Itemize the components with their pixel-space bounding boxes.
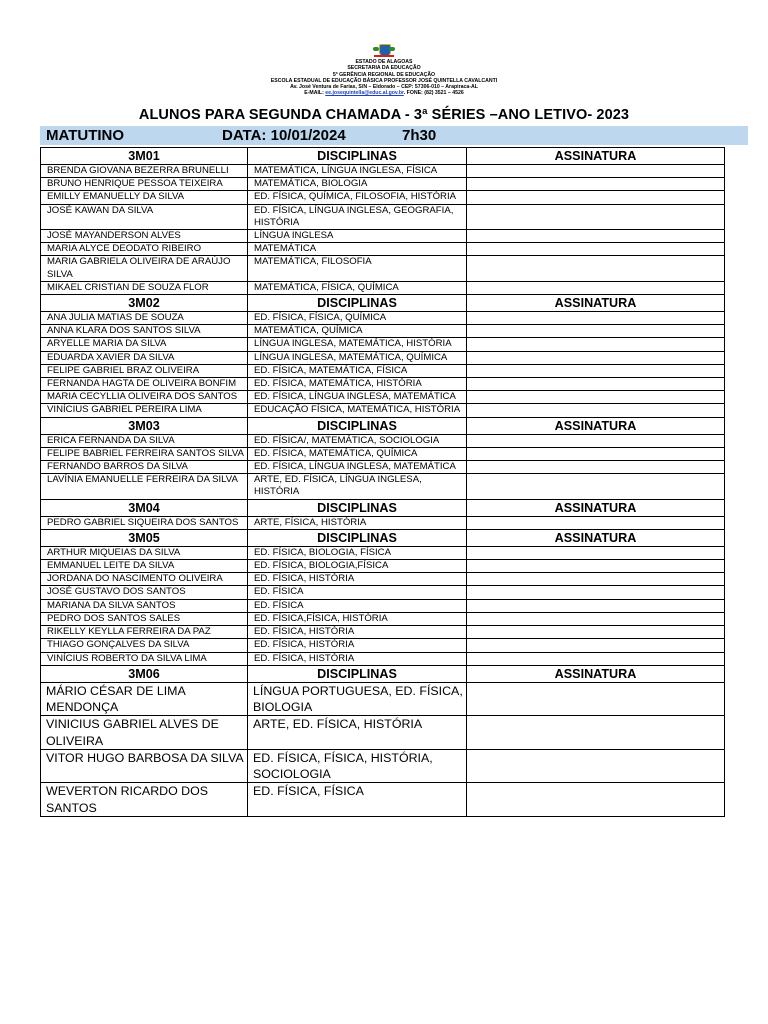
table-row xyxy=(41,626,725,639)
signature-cell[interactable] xyxy=(467,682,725,716)
table-row xyxy=(41,191,725,204)
student-name: THIAGO GONÇALVES DA SILVA xyxy=(41,639,248,652)
student-name: JOSÉ KAWAN DA SILVA xyxy=(41,204,248,229)
state-crest-icon xyxy=(373,42,395,57)
student-name: JOSÉ MAYANDERSON ALVES xyxy=(41,230,248,243)
table-row xyxy=(41,599,725,612)
letterhead-line: ESTADO DE ALAGOAS xyxy=(355,59,413,65)
student-subjects: ED. FÍSICA xyxy=(248,586,467,599)
table-row xyxy=(41,338,725,351)
student-subjects: ED. FÍSICA,FÍSICA, HISTÓRIA xyxy=(248,612,467,625)
class-header-row xyxy=(41,417,725,434)
student-name: FERNANDA HAGTA DE OLIVEIRA BONFIM xyxy=(41,378,248,391)
student-subjects: LÍNGUA INGLESA, MATEMÁTICA, QUÍMICA xyxy=(248,351,467,364)
phone-text: . FONE: (82) 3521 – 4526 xyxy=(403,90,464,97)
table-row xyxy=(41,404,725,417)
table-row xyxy=(41,586,725,599)
student-subjects: ED. FÍSICA, HISTÓRIA xyxy=(248,639,467,652)
session-time: 7h30 xyxy=(402,127,437,144)
student-subjects: ED. FÍSICA, HISTÓRIA xyxy=(248,626,467,639)
class-name: 3M01 xyxy=(41,148,248,165)
signature-cell[interactable] xyxy=(467,716,725,750)
student-name: LAVÍNIA EMANUELLE FERREIRA DA SILVA xyxy=(41,474,248,499)
student-name: MARIANA DA SILVA SANTOS xyxy=(41,599,248,612)
student-subjects: ARTE, ED. FÍSICA, HISTÓRIA xyxy=(248,716,467,750)
student-subjects: MATEMÁTICA, LÍNGUA INGLESA, FÍSICA xyxy=(248,165,467,178)
student-name: ERICA FERNANDA DA SILVA xyxy=(41,434,248,447)
student-name: WEVERTON RICARDO DOS SANTOS xyxy=(41,783,248,817)
class-header-row xyxy=(41,295,725,312)
table-row xyxy=(41,783,725,817)
student-name: BRUNO HENRIQUE PESSOA TEIXEIRA xyxy=(41,178,248,191)
signature-cell[interactable] xyxy=(467,378,725,391)
student-name: MÁRIO CÉSAR DE LIMA MENDONÇA xyxy=(41,682,248,716)
signature-cell[interactable] xyxy=(467,612,725,625)
table-row xyxy=(41,165,725,178)
table-row xyxy=(41,716,725,750)
student-subjects: ED. FÍSICA, FÍSICA xyxy=(248,783,467,817)
table-row xyxy=(41,364,725,377)
student-name: JORDANA DO NASCIMENTO OLIVEIRA xyxy=(41,573,248,586)
student-subjects: MATEMÁTICA, QUÍMICA xyxy=(248,325,467,338)
table-row xyxy=(41,230,725,243)
student-name: FERNANDO BARROS DA SILVA xyxy=(41,461,248,474)
class-header-row xyxy=(41,499,725,516)
student-name: MARIA GABRIELA OLIVEIRA DE ARAÚJO SILVA xyxy=(41,256,248,281)
table-row xyxy=(41,351,725,364)
email-link[interactable]: ee.josequintella@educ.al.gov.br xyxy=(325,90,404,97)
student-name: MIKAEL CRISTIAN DE SOUZA FLOR xyxy=(41,281,248,294)
student-subjects: ARTE, ED. FÍSICA, LÍNGUA INGLESA, HISTÓRIA xyxy=(248,474,467,499)
table-row xyxy=(41,749,725,783)
class-name: 3M05 xyxy=(41,529,248,546)
signature-header: ASSINATURA xyxy=(467,665,725,682)
table-row xyxy=(41,256,725,281)
disciplines-header: DISCIPLINAS xyxy=(248,417,467,434)
letterhead-line: Av. José Ventura de Farias, S/N – Eldorado – CEP: 57306-010 – Arapiraca-AL xyxy=(290,84,478,91)
class-name: 3M03 xyxy=(41,417,248,434)
student-subjects: MATEMÁTICA, FÍSICA, QUÍMICA xyxy=(248,281,467,294)
letterhead-line: SECRETARIA DA EDUCAÇÃO xyxy=(347,65,421,72)
class-name: 3M02 xyxy=(41,295,248,312)
student-subjects: ED. FÍSICA, MATEMÁTICA, QUÍMICA xyxy=(248,447,467,460)
table-row xyxy=(41,560,725,573)
student-subjects: ED. FÍSICA/, MATEMÁTICA, SOCIOLOGIA xyxy=(248,434,467,447)
roster-table xyxy=(40,147,725,817)
disciplines-header: DISCIPLINAS xyxy=(248,295,467,312)
table-row xyxy=(41,682,725,716)
disciplines-header: DISCIPLINAS xyxy=(248,499,467,516)
student-subjects: ED. FÍSICA, QUÍMICA, FILOSOFIA, HISTÓRIA xyxy=(248,191,467,204)
student-name: RIKELLY KEYLLA FERREIRA DA PAZ xyxy=(41,626,248,639)
student-subjects: ED. FÍSICA, HISTÓRIA xyxy=(248,652,467,665)
session-shift: MATUTINO xyxy=(46,127,125,144)
table-row xyxy=(41,474,725,499)
student-subjects: EDUCAÇÃO FÍSICA, MATEMÁTICA, HISTÓRIA xyxy=(248,404,467,417)
signature-cell[interactable] xyxy=(467,434,725,447)
email-label: E-MAIL: xyxy=(304,90,324,97)
student-name: VINICIUS GABRIEL ALVES DE OLIVEIRA xyxy=(41,716,248,750)
signature-cell[interactable] xyxy=(467,351,725,364)
student-subjects: ED. FÍSICA, HISTÓRIA xyxy=(248,573,467,586)
table-row xyxy=(41,391,725,404)
table-row xyxy=(41,546,725,559)
signature-cell[interactable] xyxy=(467,281,725,294)
student-name: EMMANUEL LEITE DA SILVA xyxy=(41,560,248,573)
signature-cell[interactable] xyxy=(467,325,725,338)
table-row xyxy=(41,652,725,665)
class-name: 3M04 xyxy=(41,499,248,516)
class-section-3m04 xyxy=(41,499,725,529)
disciplines-header: DISCIPLINAS xyxy=(248,665,467,682)
student-name: VINÍCIUS GABRIEL PEREIRA LIMA xyxy=(41,404,248,417)
signature-cell[interactable] xyxy=(467,230,725,243)
student-subjects: ED. FÍSICA xyxy=(248,599,467,612)
table-row xyxy=(41,447,725,460)
signature-cell[interactable] xyxy=(467,312,725,325)
table-row xyxy=(41,178,725,191)
class-name: 3M06 xyxy=(41,665,248,682)
student-name: ARTHUR MIQUEIAS DA SILVA xyxy=(41,546,248,559)
table-row xyxy=(41,204,725,229)
table-row xyxy=(41,516,725,529)
table-row xyxy=(41,612,725,625)
table-row xyxy=(41,639,725,652)
student-subjects: ED. FÍSICA, BIOLOGIA,FÍSICA xyxy=(248,560,467,573)
signature-cell[interactable] xyxy=(467,391,725,404)
class-section-3m03 xyxy=(41,417,725,499)
letterhead-contact xyxy=(0,90,768,96)
student-name: EMILLY EMANUELLY DA SILVA xyxy=(41,191,248,204)
student-name: VITOR HUGO BARBOSA DA SILVA xyxy=(41,749,248,783)
student-name: ARYELLE MARIA DA SILVA xyxy=(41,338,248,351)
class-section-3m01 xyxy=(41,148,725,295)
student-subjects: ED. FÍSICA, BIOLOGIA, FÍSICA xyxy=(248,546,467,559)
student-subjects: MATEMÁTICA, FILOSOFIA xyxy=(248,256,467,281)
student-name: ANNA KLARA DOS SANTOS SILVA xyxy=(41,325,248,338)
signature-header: ASSINATURA xyxy=(467,529,725,546)
student-name: JOSÉ GUSTAVO DOS SANTOS xyxy=(41,586,248,599)
table-row xyxy=(41,325,725,338)
letterhead-line: 5ª GERÊNCIA REGIONAL DE EDUCAÇÃO xyxy=(332,71,436,78)
signature-header: ASSINATURA xyxy=(467,499,725,516)
student-name: EDUARDA XAVIER DA SILVA xyxy=(41,351,248,364)
signature-cell[interactable] xyxy=(467,191,725,204)
class-header-row xyxy=(41,148,725,165)
disciplines-header: DISCIPLINAS xyxy=(248,529,467,546)
signature-cell[interactable] xyxy=(467,560,725,573)
signature-cell[interactable] xyxy=(467,639,725,652)
signature-cell[interactable] xyxy=(467,243,725,256)
student-name: PEDRO GABRIEL SIQUEIRA DOS SANTOS xyxy=(41,516,248,529)
table-row xyxy=(41,378,725,391)
student-subjects: ED. FÍSICA, LÍNGUA INGLESA, GEOGRAFIA, HISTÓRIA xyxy=(248,204,467,229)
student-name: BRENDA GIOVANA BEZERRA BRUNELLI xyxy=(41,165,248,178)
session-date: DATA: 10/01/2024 xyxy=(222,127,346,144)
student-subjects: ED. FÍSICA, MATEMÁTICA, FÍSICA xyxy=(248,364,467,377)
student-subjects: ED. FÍSICA, FÍSICA, QUÍMICA xyxy=(248,312,467,325)
signature-header: ASSINATURA xyxy=(467,295,725,312)
table-row xyxy=(41,243,725,256)
signature-cell[interactable] xyxy=(467,652,725,665)
class-section-3m02 xyxy=(41,295,725,418)
table-row xyxy=(41,573,725,586)
student-subjects: ED. FÍSICA, LÍNGUA INGLESA, MATEMÁTICA xyxy=(248,391,467,404)
signature-cell[interactable] xyxy=(467,474,725,499)
signature-cell[interactable] xyxy=(467,573,725,586)
class-header-row xyxy=(41,529,725,546)
signature-cell[interactable] xyxy=(467,256,725,281)
table-row xyxy=(41,461,725,474)
student-name: FELIPE BABRIEL FERREIRA SANTOS SILVA xyxy=(41,447,248,460)
signature-cell[interactable] xyxy=(467,546,725,559)
student-subjects: MATEMÁTICA xyxy=(248,243,467,256)
student-subjects: ED. FÍSICA, LÍNGUA INGLESA, MATEMÁTICA xyxy=(248,461,467,474)
student-subjects: LÍNGUA INGLESA, MATEMÁTICA, HISTÓRIA xyxy=(248,338,467,351)
student-name: MARIA ALYCE DEODATO RIBEIRO xyxy=(41,243,248,256)
signature-cell[interactable] xyxy=(467,516,725,529)
signature-cell[interactable] xyxy=(467,447,725,460)
signature-cell[interactable] xyxy=(467,749,725,783)
disciplines-header: DISCIPLINAS xyxy=(248,148,467,165)
signature-cell[interactable] xyxy=(467,178,725,191)
class-header-row xyxy=(41,665,725,682)
signature-cell[interactable] xyxy=(467,165,725,178)
class-section-3m06 xyxy=(41,665,725,816)
student-name: MARIA CECYLLIA OLIVEIRA DOS SANTOS xyxy=(41,391,248,404)
table-row xyxy=(41,312,725,325)
signature-cell[interactable] xyxy=(467,783,725,817)
signature-cell[interactable] xyxy=(467,461,725,474)
student-name: PEDRO DOS SANTOS SALES xyxy=(41,612,248,625)
table-row xyxy=(41,434,725,447)
session-bar xyxy=(40,126,748,145)
signature-header: ASSINATURA xyxy=(467,148,725,165)
student-name: FELIPE GABRIEL BRAZ OLIVEIRA xyxy=(41,364,248,377)
student-subjects: LÍNGUA PORTUGUESA, ED. FÍSICA, BIOLOGIA xyxy=(248,682,467,716)
student-name: VINÍCIUS ROBERTO DA SILVA LIMA xyxy=(41,652,248,665)
document-title: ALUNOS PARA SEGUNDA CHAMADA - 3ª SÉRIES –ANO LETIVO- 2023 xyxy=(138,107,630,123)
signature-cell[interactable] xyxy=(467,338,725,351)
signature-cell[interactable] xyxy=(467,364,725,377)
table-row xyxy=(41,281,725,294)
signature-cell[interactable] xyxy=(467,599,725,612)
signature-cell[interactable] xyxy=(467,586,725,599)
signature-cell[interactable] xyxy=(467,626,725,639)
letterhead xyxy=(0,42,768,97)
student-subjects: MATEMÁTICA, BIOLOGIA xyxy=(248,178,467,191)
signature-header: ASSINATURA xyxy=(467,417,725,434)
student-subjects: ED. FÍSICA, FÍSICA, HISTÓRIA, SOCIOLOGIA xyxy=(248,749,467,783)
student-name: ANA JULIA MATIAS DE SOUZA xyxy=(41,312,248,325)
student-subjects: ARTE, FÍSICA, HISTÓRIA xyxy=(248,516,467,529)
signature-cell[interactable] xyxy=(467,204,725,229)
student-subjects: LÍNGUA INGLESA xyxy=(248,230,467,243)
letterhead-line: ESCOLA ESTADUAL DE EDUCAÇÃO BÁSICA PROFESSOR JOSÉ QUINTELLA CAVALCANTI xyxy=(270,77,498,84)
class-section-3m05 xyxy=(41,529,725,665)
signature-cell[interactable] xyxy=(467,404,725,417)
student-subjects: ED. FÍSICA, MATEMÁTICA, HISTÓRIA xyxy=(248,378,467,391)
